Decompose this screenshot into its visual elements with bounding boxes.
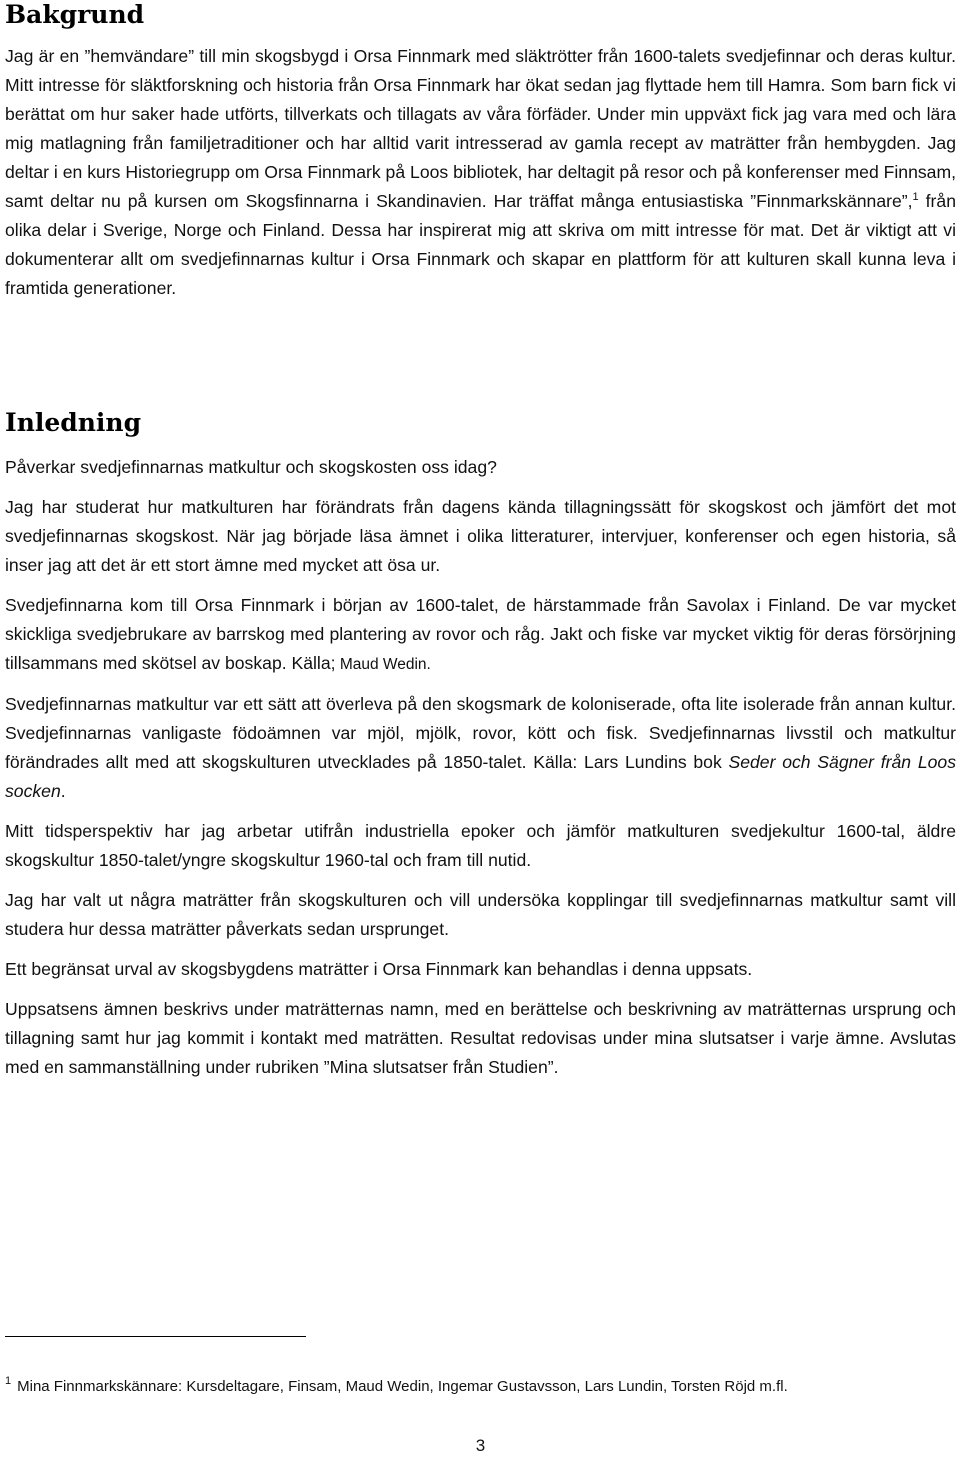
book-title: Seder och Sägner från Loos socken [5, 752, 956, 801]
bakgrund-body [5, 42, 956, 303]
research-question: Påverkar svedjefinnarnas matkultur och skogskosten oss idag? [5, 457, 497, 477]
footnote-reference[interactable]: 1 [912, 191, 919, 203]
inledning-paragraph-8: Uppsatsens ämnen beskrivs under maträtternas namn, med en berättelse och beskrivning av maträtternas ursprung och tillagning samt hur jag kommit i kontakt med maträtten. Resultat redovisas under mina slutsatser i varje ämne. Avslutas med en sammanställning under rubriken ”Mina slutsatser från Studien”. [5, 999, 956, 1077]
inledning-paragraph-4 [5, 690, 956, 806]
source-citation: Maud Wedin. [335, 656, 431, 673]
footnote-number: 1 [5, 1375, 12, 1387]
footnote-text: Mina Finnmarkskännare: Kursdeltagare, Finsam, Maud Wedin, Ingemar Gustavsson, Lars Lundin, Torsten Röjd m.fl. [17, 1378, 788, 1395]
paragraph-4-end: . [60, 781, 66, 801]
bakgrund-text-part-1: Jag är en ”hemvändare” till min skogsbygd i Orsa Finnmark med släktrötter från 1600-talets svedjefinnar och deras kultur. Mitt intresse för släktforskning och historia från Orsa Finnmark har ökat sedan jag flyttade hem till Hamra. Som barn fick vi berättat om hur saker hade utförts, tillverkats och tillagats av våra förfäder. Under min uppväxt fick jag vara med och lära mig matlagning från familjetraditioner och har alltid varit intresserad av gamla recept av maträtter från hembygden. Jag deltar i en kurs Historiegrupp om Orsa Finnmark på Loos bibliotek, har deltagit på resor och på konferenser med Finnsam, samt deltar nu på kursen om Skogsfinnarna i Skandinavien. Har träffat många entusiastiska ”Finnmarkskännare”, [5, 46, 956, 211]
bakgrund-text-part-2: från olika delar i Sverige, Norge och Finland. Dessa har inspirerat mig att skriva om mitt intresse för mat. Det är viktigt att vi dokumenterar allt om svedjefinnarnas kultur i Orsa Finnmark och skapar en plattform för att kulturen skall kunna leva i framtida generationer. [5, 191, 956, 298]
inledning-paragraph-3 [5, 591, 956, 679]
document-page [5, 0, 956, 1460]
section-heading-inledning: Inledning [5, 408, 142, 437]
inledning-paragraph-7: Ett begränsat urval av skogsbygdens maträtter i Orsa Finnmark kan behandlas i denna uppsats. [5, 959, 753, 979]
section-heading-bakgrund: Bakgrund [5, 0, 145, 29]
inledning-paragraph-2: Jag har studerat hur matkulturen har förändrats från dagens kända tillagningssätt för skogskost och jämfört det mot svedjefinnarnas skogskost. När jag började läsa ämnet i olika litteraturer, intervjuer, konferenser och egen historia, så inser jag att det är ett stort ämne med mycket att ösa ur. [5, 497, 956, 575]
inledning-paragraph-6: Jag har valt ut några maträtter från skogskulturen och vill undersöka kopplingar till svedjefinnarnas matkultur samt vill studera hur dessa maträtter påverkats sedan ursprunget. [5, 890, 956, 939]
paragraph-3-text: Svedjefinnarna kom till Orsa Finnmark i början av 1600-talet, de härstammade från Savolax i Finland. De var mycket skickliga svedjebrukare av barrskog med plantering av rovor och råg. Jakt och fiske var mycket viktig för deras försörjning tillsammans med skötsel av boskap. Källa; [5, 595, 956, 673]
page-number: 3 [475, 1436, 486, 1455]
paragraph-4-text: Svedjefinnarnas matkultur var ett sätt att överleva på den skogsmark de koloniserade, ofta lite isolerade från annan kultur. Svedjefinnarnas vanligaste födoämnen var mjöl, mjölk, rovor, kött och fisk. Svedjefinnarnas livsstil och matkultur förändrades allt med att skogskulturen utvecklades på 1850-talet. Källa: Lars Lundins bok [5, 694, 956, 772]
bakgrund-paragraph [5, 42, 956, 303]
footnote-separator [5, 1336, 306, 1337]
footnote [5, 1375, 956, 1395]
inledning-body [5, 453, 956, 1093]
inledning-paragraph-5: Mitt tidsperspektiv har jag arbetar utifrån industriella epoker och jämför matkulturen svedjekultur 1600-tal, äldre skogskultur 1850-talet/yngre skogskultur 1960-tal och fram till nutid. [5, 821, 956, 870]
